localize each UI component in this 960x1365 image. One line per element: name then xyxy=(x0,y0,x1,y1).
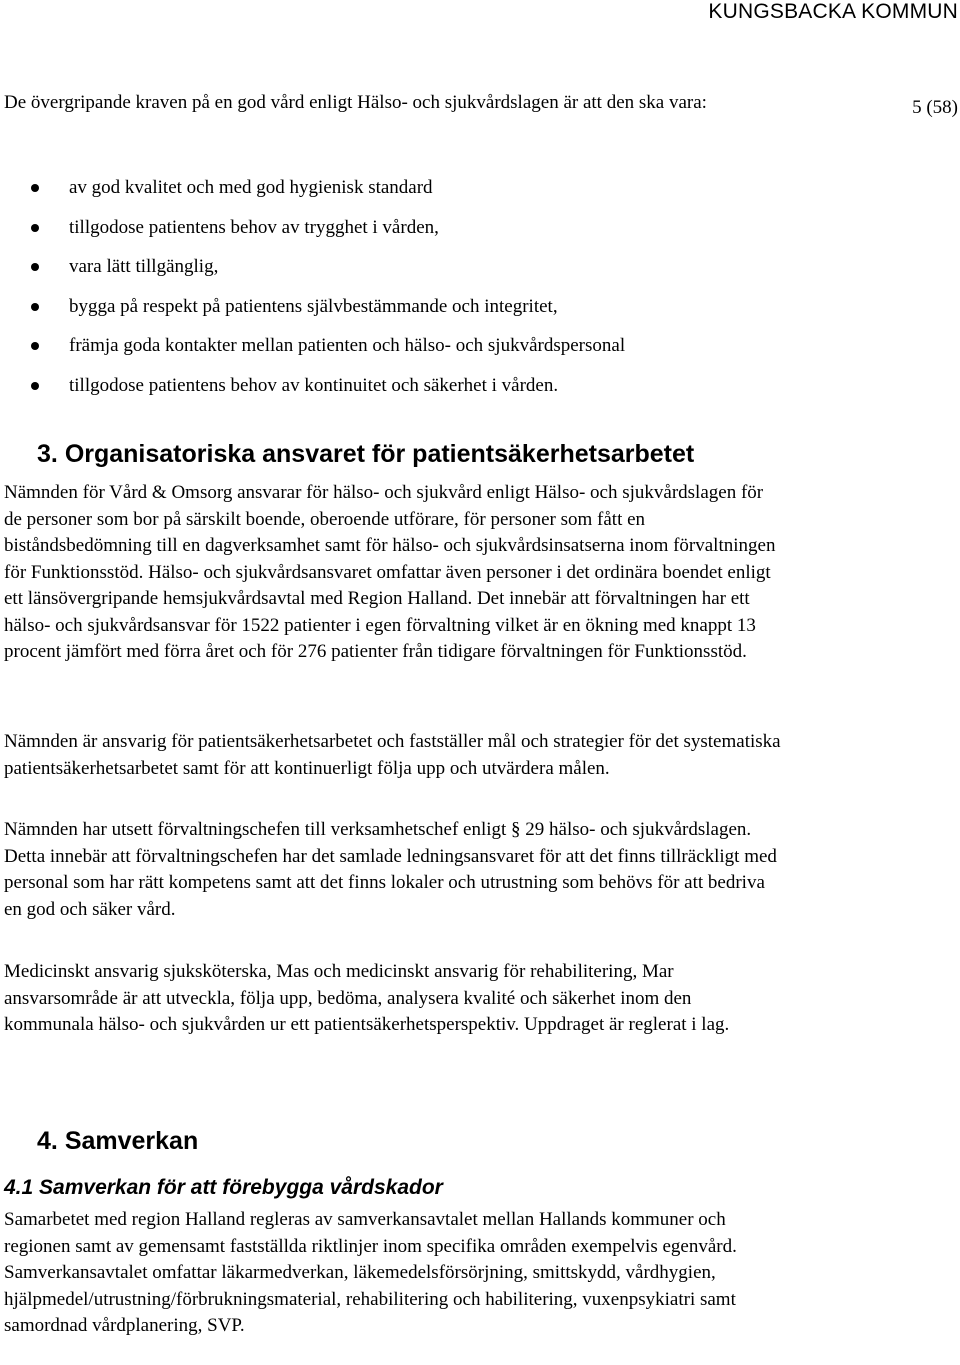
page-number: 5 (58) xyxy=(912,97,958,118)
section-heading-4 xyxy=(37,1126,198,1156)
requirements-list xyxy=(4,176,625,398)
bullet-icon xyxy=(31,303,39,311)
paragraph-mas-mar: Medicinskt ansvarig sjuksköterska, Mas och medicinskt ansvarig för rehabilitering, Mar ansvarsområde är att utveckla, följa upp, bedöma, analysera kvalité och säkerhet inom den kommunala hälso- och sjukvården ur ett patientsäkerhetsperspektiv. Uppdraget är reglerat i lag. xyxy=(4,961,730,1035)
paragraph-committee: Nämnden är ansvarig för patientsäkerhetsarbetet och fastställer mål och strategier för det systematiska patientsäkerhetsarbetet samt för att kontinuerligt följa upp och utvärdera målen. xyxy=(4,731,781,779)
bullet-icon xyxy=(31,382,39,390)
document-body xyxy=(4,90,904,1336)
section-title: Samverkan xyxy=(64,1127,199,1155)
section-heading-3 xyxy=(37,439,694,469)
list-item: av god kvalitet och med god hygienisk standard xyxy=(4,176,625,200)
section-number: 4. xyxy=(37,1127,58,1155)
list-item: tillgodose patientens behov av trygghet i vården, xyxy=(4,216,625,240)
bullet-icon xyxy=(31,224,39,232)
paragraph-cooperation: Samarbetet med region Halland regleras av samverkansavtalet mellan Hallands kommuner och regionen samt av gemensamt fastställda riktlinjer inom specifika områden exempelvis egenvård. Samverkansavtalet omfattar läkarmedverkan, läkemedelsförsörjning, smittskydd, vårdhygien, hjälpmedel/utrustning/förbrukningsmaterial, rehabilitering och habilitering, vuxenpsykiatri samt samordnad vårdplanering, SVP. xyxy=(4,1209,737,1336)
list-item: vara lätt tillgänglig, xyxy=(4,255,625,279)
intro-text: De övergripande kraven på en god vård enligt Hälso- och sjukvårdslagen är att den ska vara: xyxy=(4,92,707,113)
organization-name: KUNGSBACKA KOMMUN xyxy=(708,0,958,23)
bullet-icon xyxy=(31,263,39,271)
subsection-heading-4-1: 4.1 Samverkan för att förebygga vårdskador xyxy=(4,1176,443,1199)
paragraph-responsibility: Nämnden för Vård & Omsorg ansvarar för hälso- och sjukvård enligt Hälso- och sjukvårdslagen för de personer som bor på särskilt boende, oberoende utförare, för personer som fått en biståndsbedömning till en dagverksamhet samt för hälso- och sjukvårdsinsatserna inom förvaltningen för Funktionsstöd. Hälso- och sjukvårdsansvaret omfattar även personer i det ordinära boendet enligt ett länsövergripande hemsjukvårdsavtal med Region Halland. Det innebär att förvaltningen har ett hälso- och sjukvårdsansvar för 1522 patienter i egen förvaltning vilket är en ökning med knappt 13 procent jämfört med förra året och för 276 patienter från tidigare förvaltningen för Funktionsstöd. xyxy=(4,482,776,662)
list-item: bygga på respekt på patientens självbestämmande och integritet, xyxy=(4,295,625,319)
bullet-icon xyxy=(31,184,39,192)
section-title: Organisatoriska ansvaret för patientsäkerhetsarbetet xyxy=(64,440,695,468)
paragraph-head-of-administration: Nämnden har utsett förvaltningschefen till verksamhetschef enligt § 29 hälso- och sjukvårdslagen. Detta innebär att förvaltningschefen har det samlade ledningsansvaret för att det finns tillräckligt med personal som har rätt kompetens samt att det finns lokaler och utrustning som behövs för att bedriva en god och säker vård. xyxy=(4,819,777,920)
section-number: 3. xyxy=(37,440,58,468)
list-item: tillgodose patientens behov av kontinuitet och säkerhet i vården. xyxy=(4,374,625,398)
bullet-icon xyxy=(31,342,39,350)
list-item: främja goda kontakter mellan patienten och hälso- och sjukvårdspersonal xyxy=(4,334,625,358)
